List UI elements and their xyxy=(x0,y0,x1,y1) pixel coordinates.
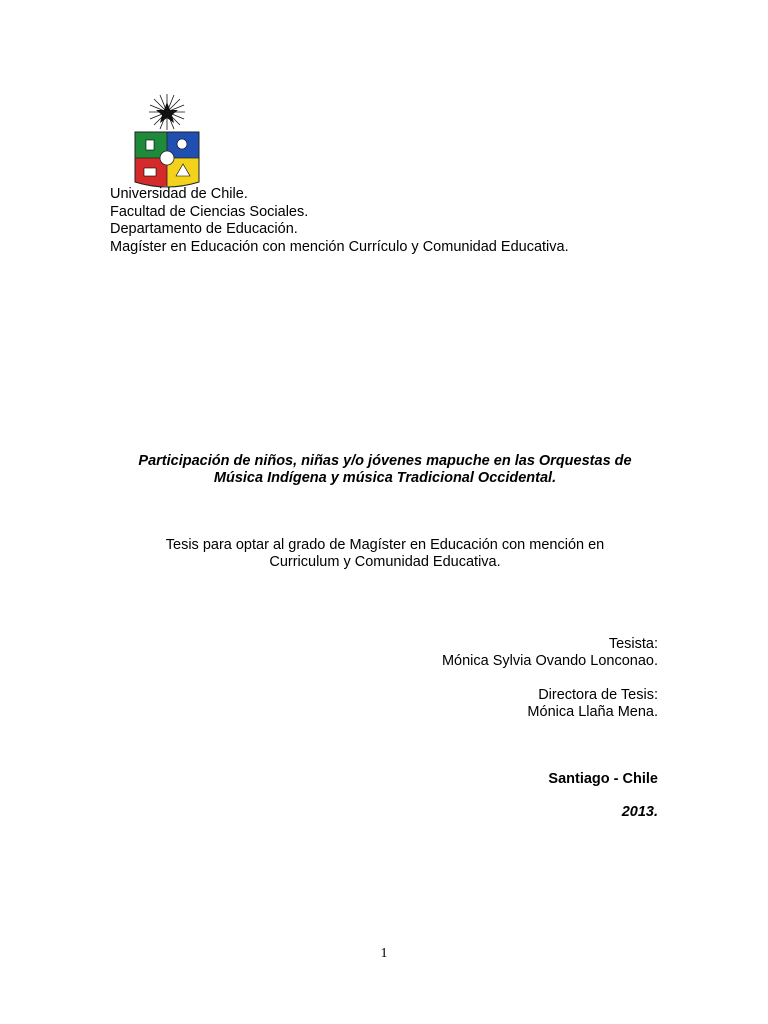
thesis-title-line-2: Música Indígena y música Tradicional Occidental. xyxy=(213,470,557,486)
author-block xyxy=(442,636,658,670)
thesis-subtitle-line-1: Tesis para optar al grado de Magíster en Educación con mención en xyxy=(165,537,605,553)
faculty-name: Facultad de Ciencias Sociales. xyxy=(110,203,309,220)
author-label: Tesista: xyxy=(608,636,658,652)
program-name: Magíster en Educación con mención Currículo y Comunidad Educativa. xyxy=(110,238,569,255)
thesis-title xyxy=(80,453,690,487)
advisor-label: Directora de Tesis: xyxy=(538,687,658,703)
thesis-subtitle-line-2: Curriculum y Comunidad Educativa. xyxy=(269,554,501,570)
author-name: Mónica Sylvia Ovando Lonconao. xyxy=(441,653,658,669)
year: 2013. xyxy=(621,804,658,820)
university-crest-icon xyxy=(130,92,204,192)
advisor-name: Mónica Llaña Mena. xyxy=(527,704,658,720)
advisor-block xyxy=(527,687,658,721)
institution-header xyxy=(110,186,569,256)
location: Santiago - Chile xyxy=(548,771,658,787)
university-name: Universidad de Chile. xyxy=(110,186,248,202)
department-name: Departamento de Educación. xyxy=(110,221,298,237)
page-number: 1 xyxy=(380,946,388,961)
thesis-subtitle xyxy=(80,537,690,571)
thesis-title-line-1: Participación de niños, niñas y/o jóvenes mapuche en las Orquestas de xyxy=(138,453,632,469)
